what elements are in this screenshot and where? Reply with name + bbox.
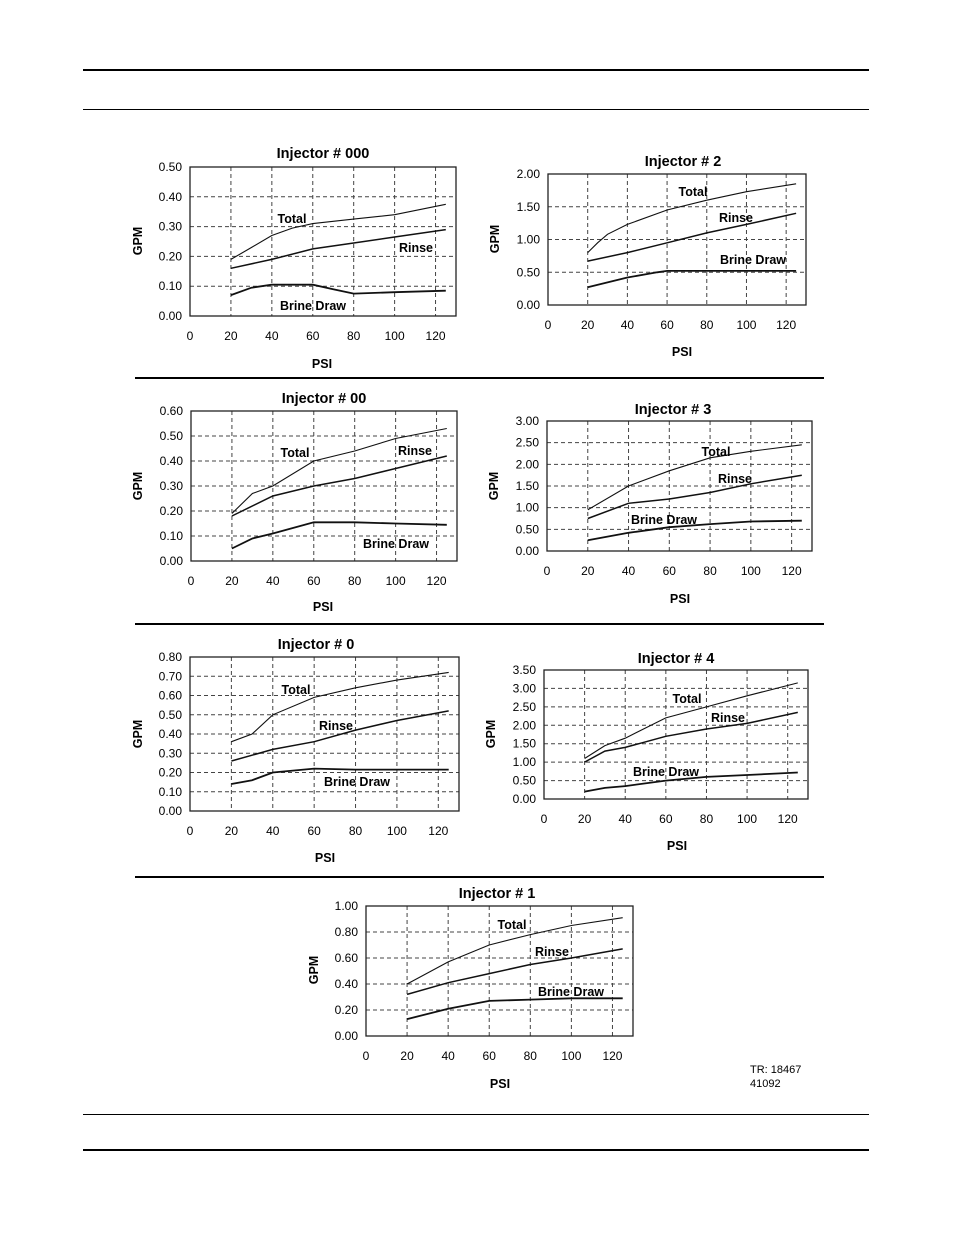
x-tick-label: 40 <box>265 329 279 343</box>
series-label-rinse: Rinse <box>397 444 433 458</box>
y-tick-label: 2.50 <box>515 435 539 450</box>
y-tick-label: 3.00 <box>515 414 539 428</box>
x-tick-label: 20 <box>581 318 595 332</box>
x-tick-label: 20 <box>224 824 239 838</box>
series-label-brine-draw: Brine Draw <box>631 513 697 527</box>
y-tick-label: 0.80 <box>334 925 358 939</box>
x-tick-label: 20 <box>577 812 592 826</box>
x-tick-label: 100 <box>385 574 406 588</box>
series-label-brine-draw: Brine Draw <box>538 985 604 999</box>
series-label-brine-draw: Brine Draw <box>720 253 786 267</box>
x-tick-label: 60 <box>307 574 321 588</box>
x-tick-label: 40 <box>441 1049 455 1063</box>
x-tick-label: 80 <box>700 318 714 332</box>
y-tick-label: 0.50 <box>516 265 540 280</box>
series-line-rinse <box>585 712 798 762</box>
y-tick-label: 2.50 <box>512 699 536 714</box>
y-tick-label: 0.50 <box>158 160 182 174</box>
y-tick-label: 3.00 <box>512 681 536 696</box>
y-tick-label: 0.10 <box>158 279 182 294</box>
series-line-total <box>588 445 802 510</box>
x-tick-label: 100 <box>561 1049 582 1063</box>
series-label-total: Total <box>672 692 702 706</box>
series-label-brine-draw: Brine Draw <box>280 299 346 313</box>
y-tick-label: 1.00 <box>512 755 536 770</box>
chart-title: Injector # 0 <box>277 637 355 653</box>
y-axis-label: GPM <box>307 955 321 985</box>
y-axis-label: GPM <box>131 471 145 501</box>
series-label-total: Total <box>497 918 527 932</box>
y-tick-label: 0.60 <box>158 688 182 703</box>
x-axis-label: PSI <box>669 592 691 606</box>
x-axis-label: PSI <box>489 1077 511 1091</box>
y-tick-label: 0.20 <box>158 249 182 264</box>
chart-title: Injector # 2 <box>644 154 722 170</box>
y-axis-label: GPM <box>487 471 501 501</box>
x-tick-label: 100 <box>740 564 761 578</box>
y-tick-label: 1.50 <box>516 199 540 214</box>
y-tick-label: 0.40 <box>334 977 358 991</box>
x-tick-label: 0 <box>543 564 551 578</box>
y-axis-label: GPM <box>131 226 145 256</box>
x-tick-label: 0 <box>186 824 194 838</box>
y-tick-label: 1.50 <box>515 479 539 493</box>
x-tick-label: 120 <box>428 824 449 838</box>
figure-reference <box>750 1063 801 1091</box>
chart-title: Injector # 00 <box>281 391 367 407</box>
x-tick-label: 100 <box>386 824 407 838</box>
y-tick-label: 0.70 <box>158 669 182 684</box>
x-tick-label: 80 <box>523 1049 537 1063</box>
y-tick-label: 0.20 <box>334 1003 358 1017</box>
y-tick-label: 0.50 <box>159 429 183 443</box>
y-tick-label: 0.60 <box>159 404 183 418</box>
chart-title: Injector # 4 <box>637 651 715 667</box>
x-tick-label: 80 <box>348 574 362 588</box>
x-tick-label: 60 <box>482 1049 496 1063</box>
x-tick-label: 60 <box>306 329 320 343</box>
x-axis-label: PSI <box>311 357 333 371</box>
series-label-total: Total <box>281 683 311 697</box>
y-axis-label: GPM <box>484 719 498 749</box>
y-tick-label: 0.00 <box>158 309 182 323</box>
x-tick-label: 120 <box>781 564 802 578</box>
y-tick-label: 3.50 <box>512 663 536 677</box>
doc-number: 41092 <box>750 1078 781 1090</box>
y-tick-label: 0.50 <box>515 522 539 537</box>
y-tick-label: 2.00 <box>516 167 540 181</box>
y-tick-label: 0.10 <box>159 529 183 543</box>
y-tick-label: 0.00 <box>516 298 540 312</box>
x-tick-label: 60 <box>662 564 676 578</box>
x-tick-label: 80 <box>348 824 363 838</box>
series-line-brine-draw <box>588 271 796 287</box>
chart-title: Injector # 3 <box>634 402 712 418</box>
x-tick-label: 40 <box>266 574 280 588</box>
series-label-brine-draw: Brine Draw <box>633 765 699 779</box>
y-tick-label: 0.10 <box>158 784 182 799</box>
chart-title: Injector # 000 <box>276 146 370 162</box>
x-tick-label: 120 <box>425 329 446 343</box>
y-axis-label: GPM <box>488 224 502 254</box>
series-label-total: Total <box>678 185 708 199</box>
x-tick-label: 80 <box>703 564 717 578</box>
x-axis-label: PSI <box>666 839 688 853</box>
y-tick-label: 0.40 <box>158 189 182 204</box>
y-tick-label: 0.00 <box>158 804 182 818</box>
x-tick-label: 20 <box>224 329 238 343</box>
x-tick-label: 120 <box>777 812 798 826</box>
x-tick-label: 120 <box>426 574 447 588</box>
series-line-rinse <box>588 475 802 518</box>
x-tick-label: 20 <box>400 1049 414 1063</box>
series-line-brine-draw <box>407 998 623 1019</box>
x-tick-label: 100 <box>737 812 758 826</box>
x-tick-label: 60 <box>660 318 674 332</box>
x-tick-label: 20 <box>581 564 595 578</box>
chart-title: Injector # 1 <box>458 886 536 902</box>
series-label-total: Total <box>280 446 310 460</box>
series-label-total: Total <box>277 212 307 226</box>
y-tick-label: 0.00 <box>515 544 539 558</box>
x-tick-label: 0 <box>187 574 195 588</box>
y-tick-label: 1.00 <box>334 899 358 913</box>
x-tick-label: 80 <box>347 329 361 343</box>
x-axis-label: PSI <box>671 345 693 359</box>
x-tick-label: 0 <box>362 1049 370 1063</box>
y-tick-label: 1.00 <box>515 500 539 515</box>
y-tick-label: 0.80 <box>158 650 182 664</box>
x-tick-label: 120 <box>602 1049 623 1063</box>
y-tick-label: 0.30 <box>158 746 182 761</box>
x-tick-label: 0 <box>544 318 552 332</box>
x-tick-label: 80 <box>699 812 714 826</box>
x-tick-label: 100 <box>736 318 757 332</box>
y-tick-label: 0.60 <box>334 951 358 965</box>
x-tick-label: 40 <box>618 812 632 826</box>
series-label-total: Total <box>701 445 731 459</box>
series-label-rinse: Rinse <box>318 719 354 733</box>
x-tick-label: 60 <box>307 824 321 838</box>
x-tick-label: 100 <box>384 329 405 343</box>
x-tick-label: 20 <box>225 574 239 588</box>
y-tick-label: 0.20 <box>159 504 183 518</box>
x-axis-label: PSI <box>314 851 336 865</box>
y-tick-label: 0.30 <box>159 479 183 493</box>
y-tick-label: 0.00 <box>334 1029 358 1043</box>
y-tick-label: 0.40 <box>159 454 183 468</box>
x-tick-label: 40 <box>620 318 635 332</box>
y-axis-label: GPM <box>131 719 145 749</box>
y-tick-label: 0.50 <box>158 707 182 722</box>
series-label-rinse: Rinse <box>398 241 434 255</box>
x-tick-label: 120 <box>776 318 797 332</box>
y-tick-label: 0.30 <box>158 219 182 234</box>
x-tick-label: 40 <box>621 564 636 578</box>
y-tick-label: 0.50 <box>512 773 536 788</box>
series-label-rinse: Rinse <box>717 472 753 486</box>
y-tick-label: 0.40 <box>158 727 182 741</box>
y-tick-label: 1.00 <box>516 232 540 247</box>
x-tick-label: 60 <box>659 812 673 826</box>
y-tick-label: 0.00 <box>512 792 536 806</box>
y-tick-label: 2.00 <box>515 457 539 472</box>
series-label-brine-draw: Brine Draw <box>363 537 429 551</box>
y-tick-label: 2.00 <box>512 718 536 733</box>
y-tick-label: 1.50 <box>512 736 536 751</box>
series-label-rinse: Rinse <box>534 945 570 959</box>
x-tick-label: 0 <box>186 329 194 343</box>
y-tick-label: 0.20 <box>158 765 182 780</box>
x-tick-label: 40 <box>266 824 280 838</box>
series-label-rinse: Rinse <box>718 211 754 225</box>
series-label-brine-draw: Brine Draw <box>324 775 390 789</box>
x-axis-label: PSI <box>312 600 334 614</box>
series-label-rinse: Rinse <box>710 711 746 725</box>
tr-code: TR: 18467 <box>750 1064 802 1076</box>
x-tick-label: 0 <box>540 812 548 826</box>
y-tick-label: 0.00 <box>159 554 183 568</box>
